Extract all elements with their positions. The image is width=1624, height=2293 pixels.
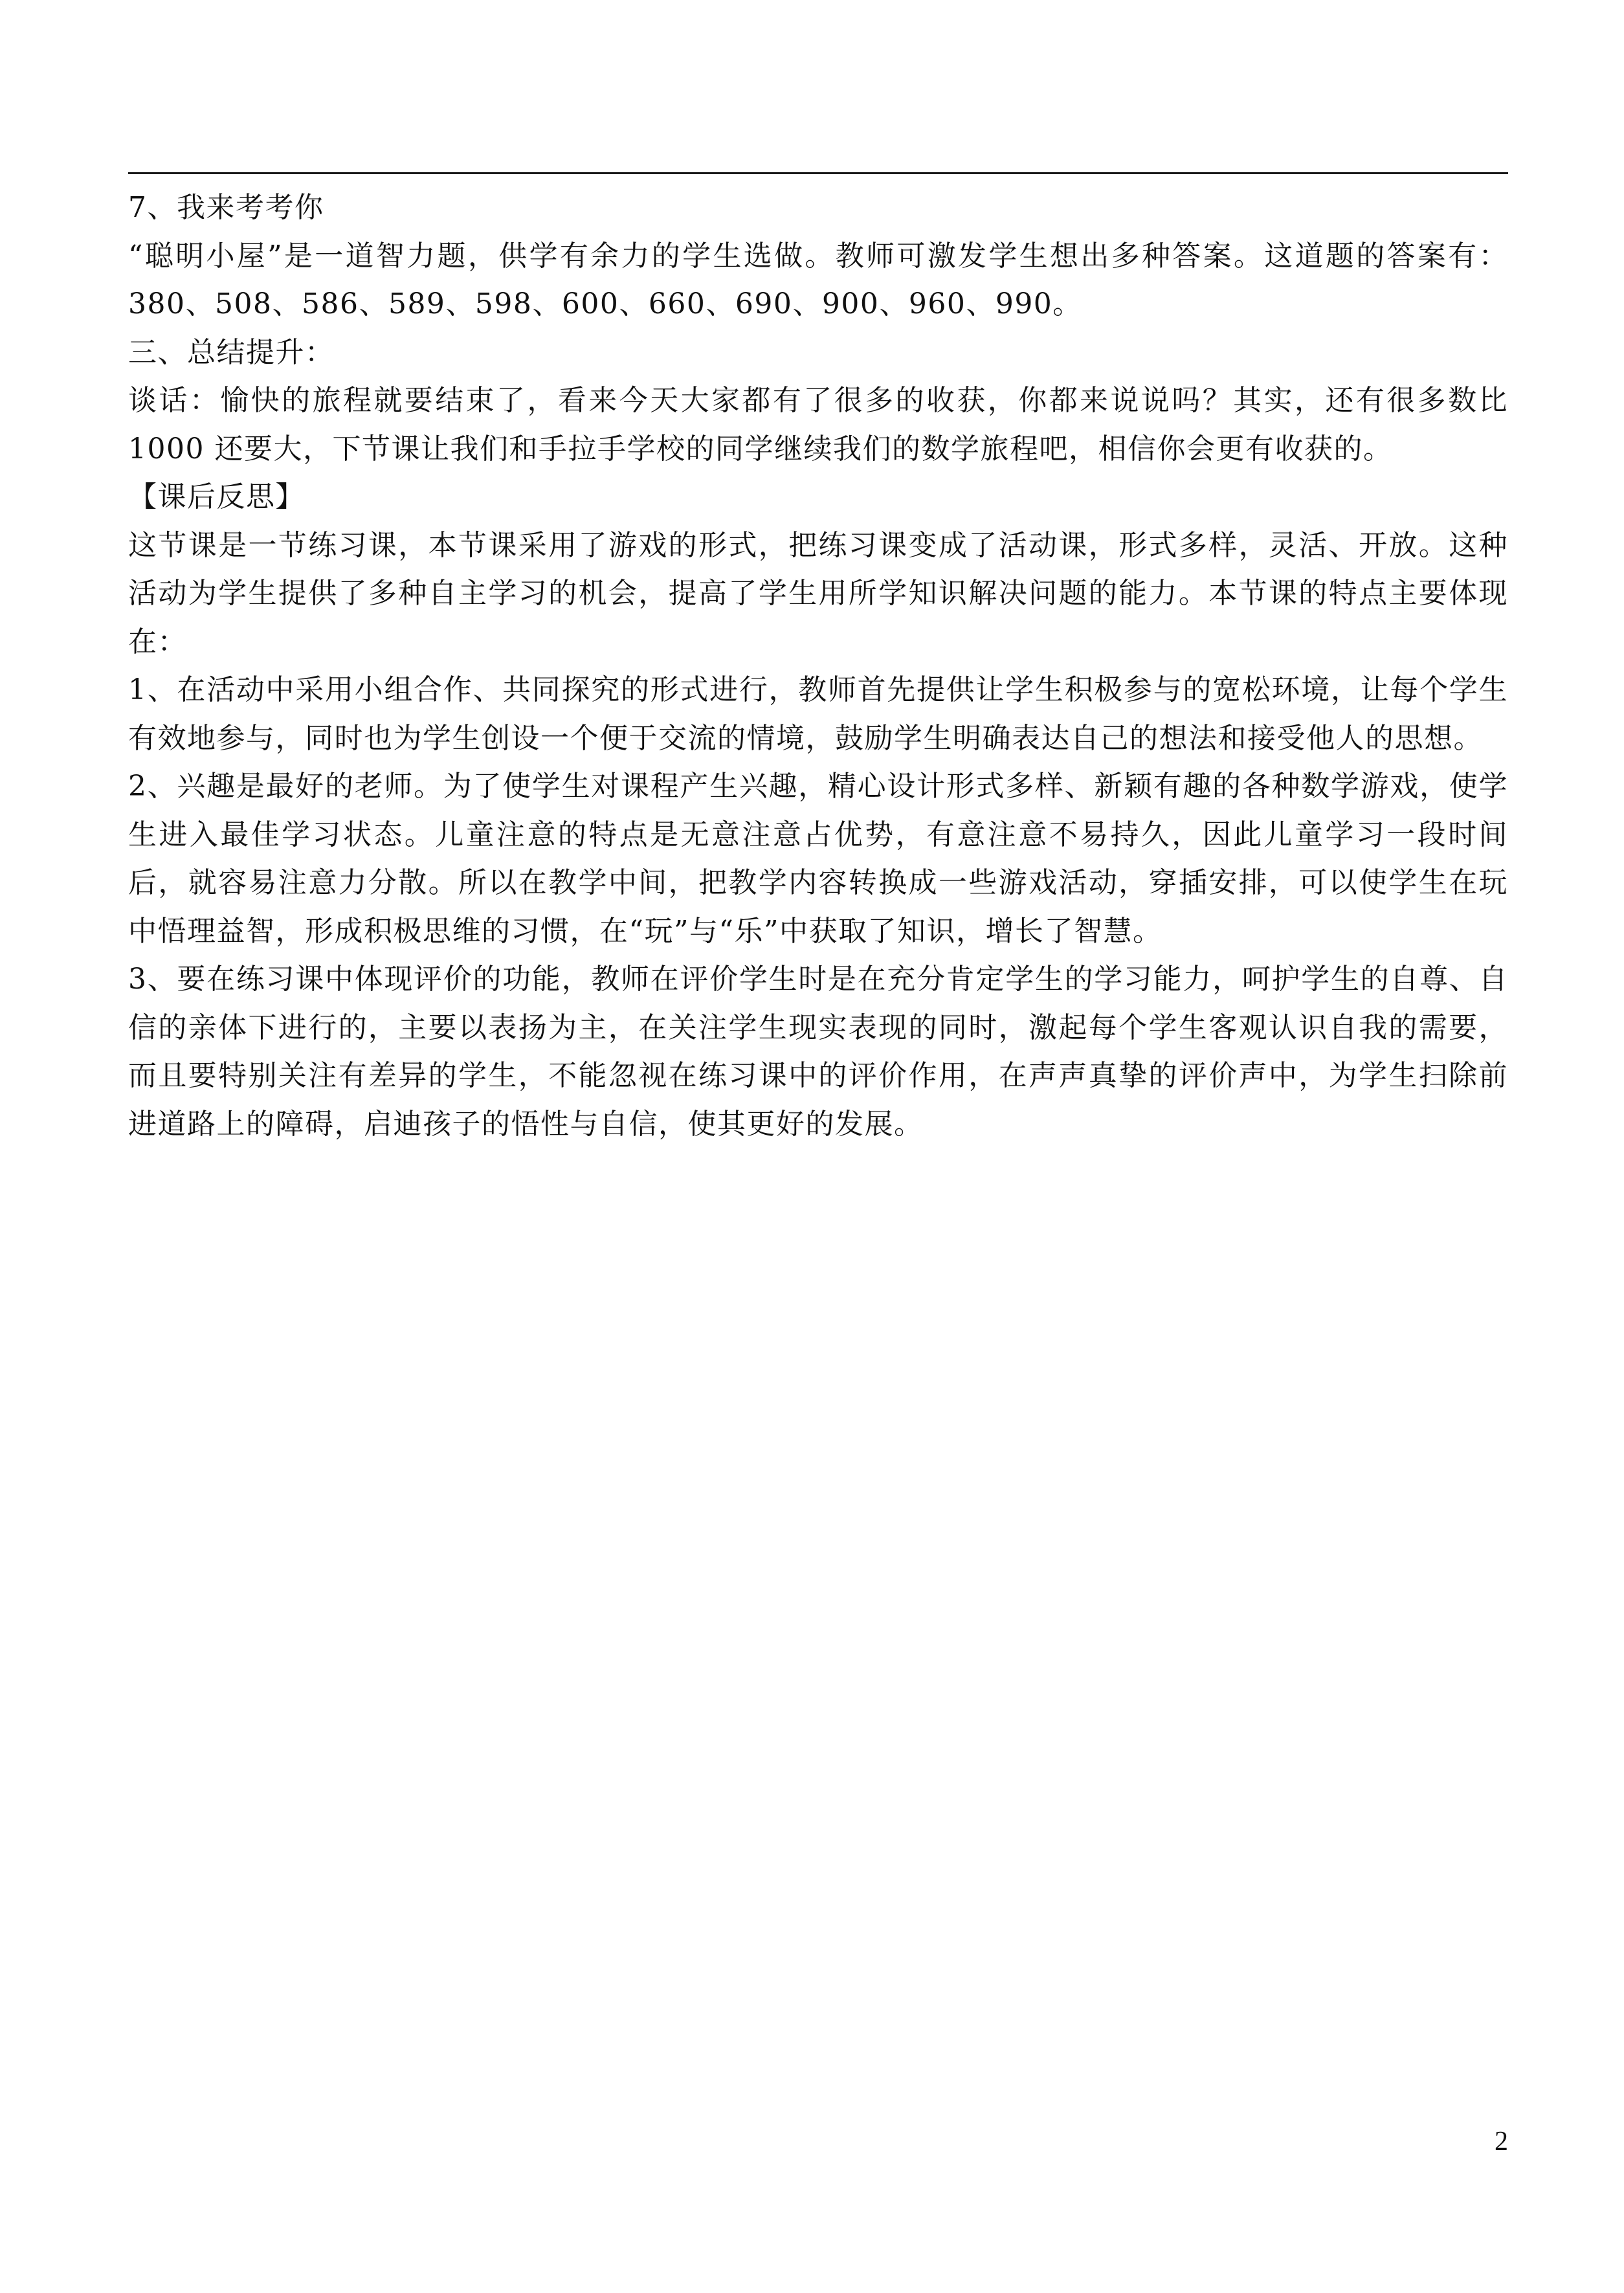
paragraph-reflection-intro: 这节课是一节练习课，本节课采用了游戏的形式，把练习课变成了活动课，形式多样，灵活、开放。这种活动为学生提供了多种自主学习的机会，提高了学生用所学知识解决问题的能力。本节课的特点主要体现在： xyxy=(128,528,1508,658)
paragraph-point-1: 1、在活动中采用小组合作、共同探究的形式进行，教师首先提供让学生积极参与的宽松环境，让每个学生有效地参与，同时也为学生创设一个便于交流的情境，鼓励学生明确表达自己的想法和接受他人的思想。 xyxy=(128,673,1508,755)
section-heading-reflection: 【课后反思】 xyxy=(128,480,305,513)
paragraph-talk: 谈话：愉快的旅程就要结束了，看来今天大家都有了很多的收获，你都来说说吗？其实，还有很多数比 1000 还要大，下节课让我们和手拉手学校的同学继续我们的数学旅程吧，相信你会更有收获的。 xyxy=(128,384,1508,465)
paragraph-point-2: 2、兴趣是最好的老师。为了使学生对课程产生兴趣，精心设计形式多样、新颖有趣的各种数学游戏，使学生进入最佳学习状态。儿童注意的特点是无意注意占优势，有意注意不易持久，因此儿童学习一段时间后，就容易注意力分散。所以在教学中间，把教学内容转换成一些游戏活动，穿插安排，可以使学生在玩中悟理益智，形成积极思维的习惯，在“玩”与“乐”中获取了知识，增长了智慧。 xyxy=(128,770,1508,948)
section-heading-quiz: 7、我来考考你 xyxy=(128,191,324,224)
paragraph-point-3: 3、要在练习课中体现评价的功能，教师在评价学生时是在充分肯定学生的学习能力，呵护学生的自尊、自信的亲体下进行的，主要以表扬为主，在关注学生现实表现的同时，激起每个学生客观认识自我的需要，而且要特别关注有差异的学生，不能忽视在练习课中的评价作用，在声声真挚的评价声中，为学生扫除前进道路上的障碍，启迪孩子的悟性与自信，使其更好的发展。 xyxy=(128,963,1508,1141)
paragraph-smart-house: “聪明小屋”是一道智力题，供学有余力的学生选做。教师可激发学生想出多种答案。这道题的答案有： 380、508、586、589、598、600、660、690、900、960、990。 xyxy=(128,239,1508,320)
page-number: 2 xyxy=(1495,2127,1508,2156)
header-rule xyxy=(128,172,1508,174)
section-heading-summary: 三、总结提升： xyxy=(128,335,335,369)
document-body xyxy=(128,184,1508,1148)
